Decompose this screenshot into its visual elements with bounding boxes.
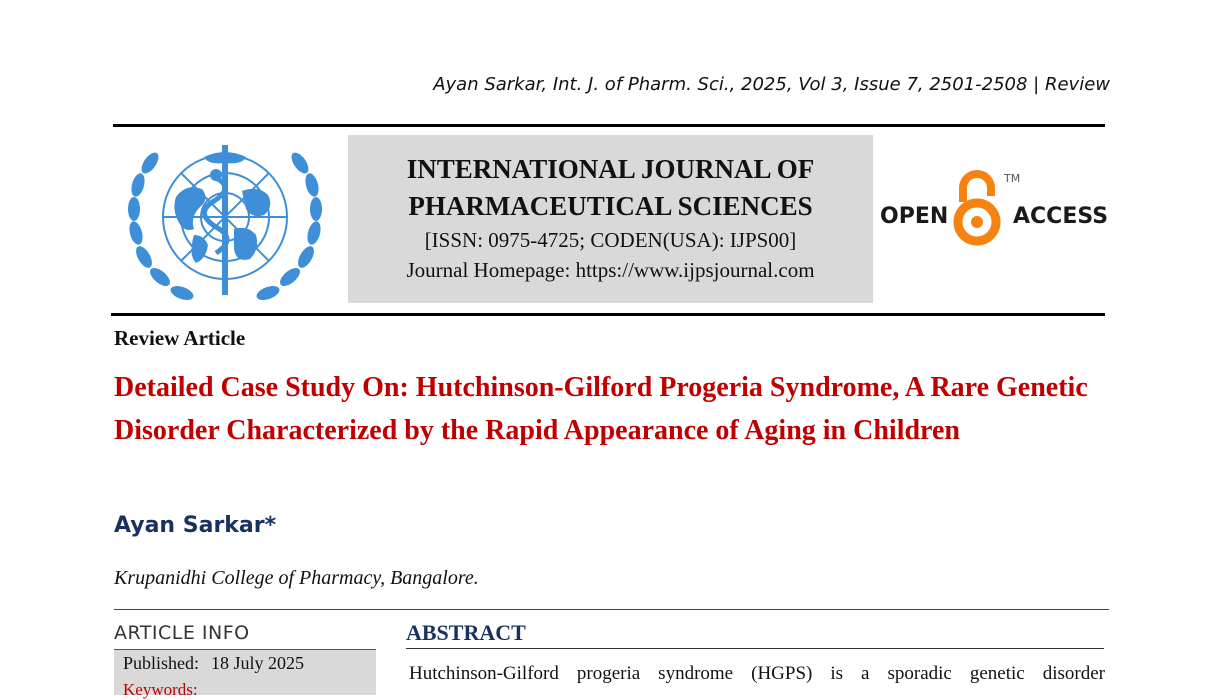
running-header-citation: Ayan Sarkar, Int. J. of Pharm. Sci., 2025, Vol 3, Issue 7, 2501-2508 | Review <box>433 74 1110 95</box>
keywords-label: Keywords: <box>123 680 198 699</box>
published-label: Published: <box>123 653 200 673</box>
journal-name <box>348 151 873 225</box>
journal-name-line-1: INTERNATIONAL JOURNAL OF <box>406 154 815 184</box>
author-affiliation: Krupanidhi College of Pharmacy, Bangalore. <box>114 567 479 589</box>
published-date: 18 July 2025 <box>211 653 305 673</box>
article-info-box <box>114 650 376 699</box>
article-author: Ayan Sarkar* <box>114 513 277 538</box>
abstract-text: Hutchinson-Gilford progeria syndrome (HGPS) is a sporadic genetic disorder <box>409 663 1105 684</box>
open-access-tm: TM <box>1004 172 1021 185</box>
abstract-rule <box>406 648 1104 649</box>
article-type: Review Article <box>114 326 246 350</box>
un-emblem-caduceus-icon <box>124 137 326 307</box>
journal-name-line-2: PHARMACEUTICAL SCIENCES <box>408 191 813 221</box>
published-row <box>123 653 304 674</box>
article-title: Detailed Case Study On: Hutchinson-Gilford Progeria Syndrome, A Rare Genetic Disorder Characterized by the Rapid Appearance of Aging in Children <box>114 372 1088 446</box>
abstract-heading: ABSTRACT <box>406 620 526 645</box>
open-access-label-open: OPEN <box>880 204 949 229</box>
article-info-heading: ARTICLE INFO <box>114 622 250 644</box>
section-divider <box>114 609 1109 610</box>
open-access-lock-icon <box>878 162 1108 254</box>
open-access-label-access: ACCESS <box>1013 204 1108 229</box>
header-top-rule <box>113 124 1105 127</box>
header-bottom-rule <box>111 313 1105 316</box>
journal-homepage-link[interactable]: Journal Homepage: https://www.ijpsjournal.com <box>406 258 815 282</box>
journal-issn: [ISSN: 0975-4725; CODEN(USA): IJPS00] <box>424 228 797 252</box>
journal-masthead <box>348 135 873 303</box>
